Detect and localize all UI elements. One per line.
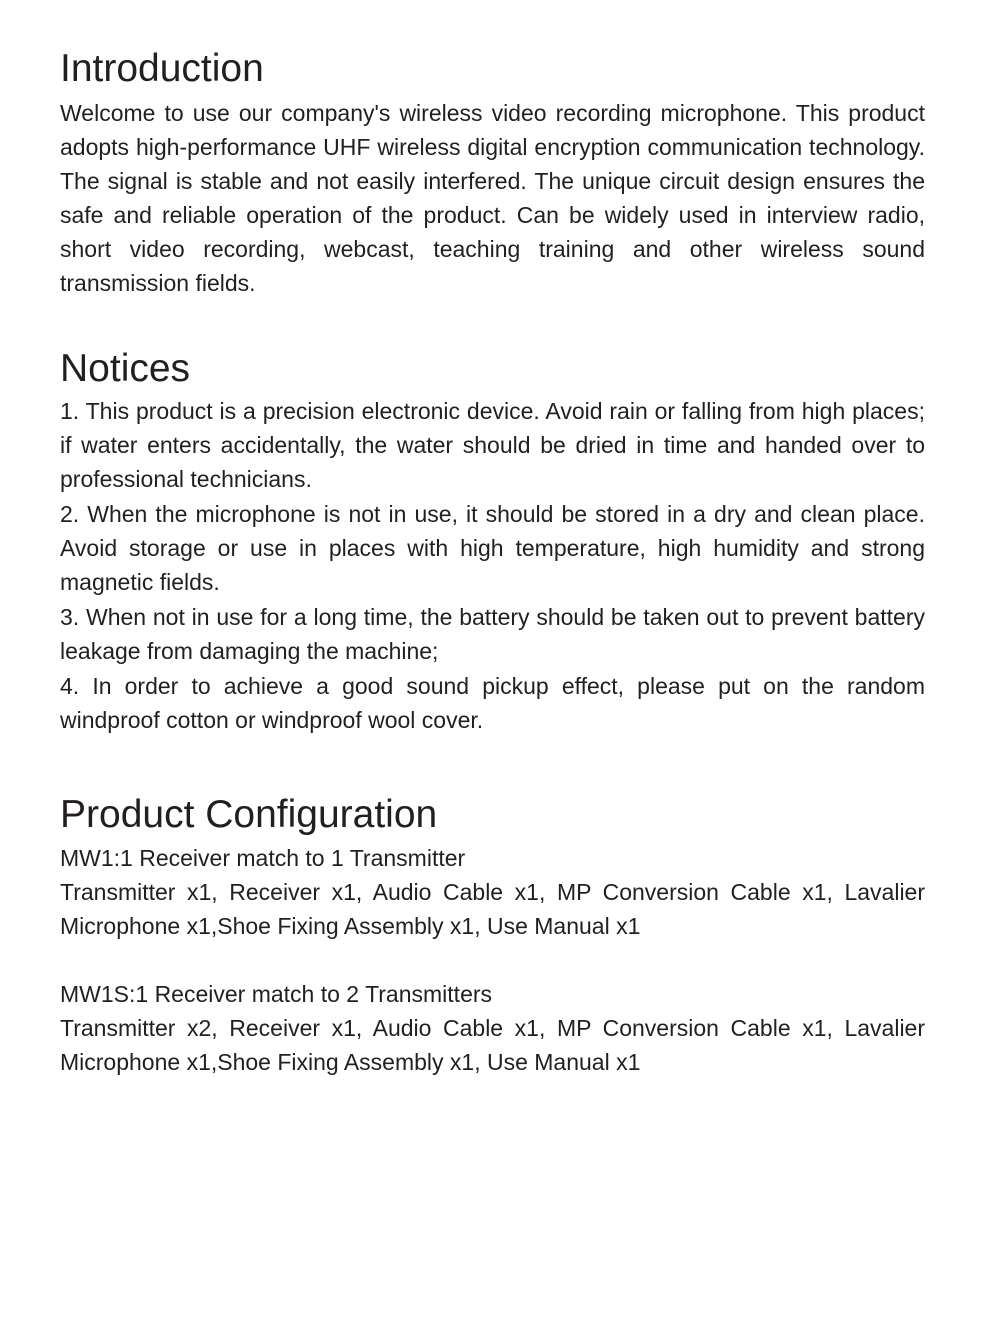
product-configuration-heading: Product Configuration bbox=[60, 793, 438, 836]
model-mw1-title: MW1:1 Receiver match to 1 Transmitter bbox=[60, 845, 466, 871]
notice-item-2: 2. When the microphone is not in use, it should be stored in a dry and clean place. Avoid storage or use in places with high temperature, high humidity and strong magnetic fields. bbox=[60, 501, 925, 595]
model-mw1s-title: MW1S:1 Receiver match to 2 Transmitters bbox=[60, 981, 493, 1007]
model-mw1s-contents: Transmitter x2, Receiver x1, Audio Cable x1, MP Conversion Cable x1, Lavalier Microphone x1,Shoe Fixing Assembly x1, Use Manual x1 bbox=[60, 1015, 925, 1075]
notices-section bbox=[60, 345, 925, 737]
introduction-text: Welcome to use our company's wireless video recording microphone. This product adopts high-performance UHF wireless digital encryption communication technology. The signal is stable and not easily interfered. The unique circuit design ensures the safe and reliable operation of the product. Can be widely used in interview radio, short video recording, webcast, teaching training and other wireless sound transmission fields. bbox=[60, 100, 925, 296]
notice-item-3: 3. When not in use for a long time, the battery should be taken out to prevent battery leakage from damaging the machine; bbox=[60, 604, 925, 664]
spacer bbox=[60, 943, 925, 977]
notice-item-4: 4. In order to achieve a good sound pickup effect, please put on the random windproof cotton or windproof wool cover. bbox=[60, 673, 925, 733]
introduction-section bbox=[60, 45, 925, 300]
introduction-heading: Introduction bbox=[60, 47, 264, 90]
model-mw1-contents: Transmitter x1, Receiver x1, Audio Cable x1, MP Conversion Cable x1, Lavalier Microphone x1,Shoe Fixing Assembly x1, Use Manual x1 bbox=[60, 879, 925, 939]
notices-heading: Notices bbox=[60, 347, 191, 390]
notice-item-1: 1. This product is a precision electronic device. Avoid rain or falling from high places; if water enters accidentally, the water should be dried in time and handed over to professional technicians. bbox=[60, 398, 925, 492]
product-configuration-section bbox=[60, 791, 925, 1079]
